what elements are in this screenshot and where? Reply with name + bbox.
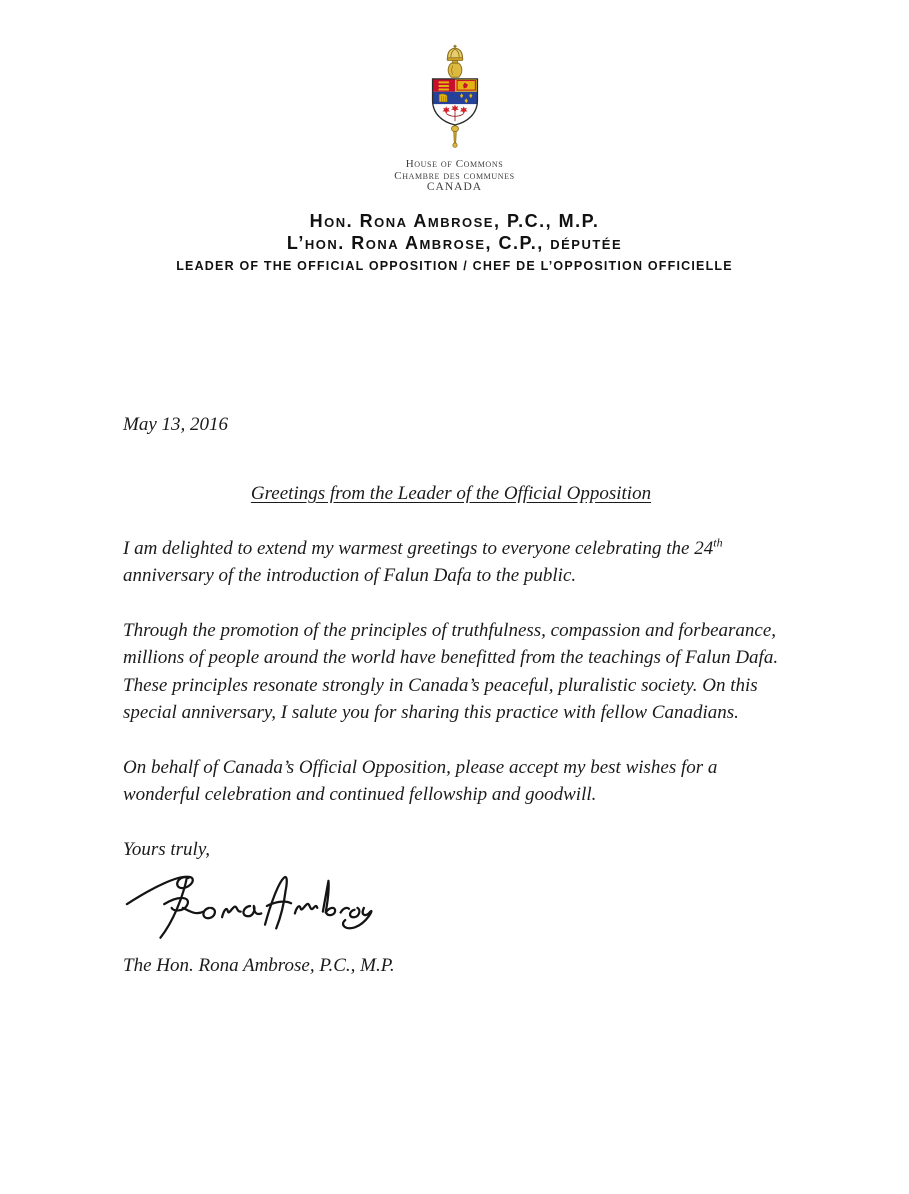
letter-body (123, 411, 779, 980)
closing-salutation: Yours truly, (123, 838, 210, 860)
signature-image (125, 868, 377, 944)
member-name-en: Hon. Rona Ambrose, P.C., M.P. (309, 210, 600, 231)
paragraph-3: On behalf of Canada’s Official Opposition, please accept my best wishes for a wonderful celebration and continued fellowship and goodwill. (123, 756, 718, 805)
org-name-block (0, 159, 909, 194)
letter-date: May 13, 2016 (123, 413, 229, 435)
member-name-fr: L’hon. Rona Ambrose, C.P., députée (286, 232, 623, 253)
house-of-commons-crest-icon (409, 44, 501, 152)
paragraph-1 (123, 535, 779, 590)
org-name-en: House of Commons (405, 158, 504, 170)
letter-subject: Greetings from the Leader of the Official Opposition (250, 483, 652, 504)
ordinal-superscript: th (713, 535, 723, 550)
paragraph-1-continued: anniversary of the introduction of Falun Dafa to the public. (123, 565, 577, 586)
org-name-fr: Chambre des communes (394, 169, 515, 182)
signatory-name: The Hon. Rona Ambrose, P.C., M.P. (123, 955, 395, 976)
member-title: LEADER OF THE OFFICIAL OPPOSITION / CHEF DE L’OPPOSITION OFFICIELLE (176, 258, 733, 273)
org-country: CANADA (426, 181, 483, 193)
crest-block (0, 0, 909, 194)
paragraph-1-text: I am delighted to extend my warmest greetings to everyone celebrating the 24 (123, 537, 714, 559)
signature-block (125, 868, 779, 946)
member-header (0, 210, 909, 273)
paragraph-2: Through the promotion of the principles of truthfulness, compassion and forbearance, millions of people around the world have benefitted from the teachings of Falun Dafa. These principles resonate strongly in Canada’s peaceful, pluralistic society. On this special anniversary, I salute you for sharing this practice with fellow Canadians. (123, 619, 779, 723)
